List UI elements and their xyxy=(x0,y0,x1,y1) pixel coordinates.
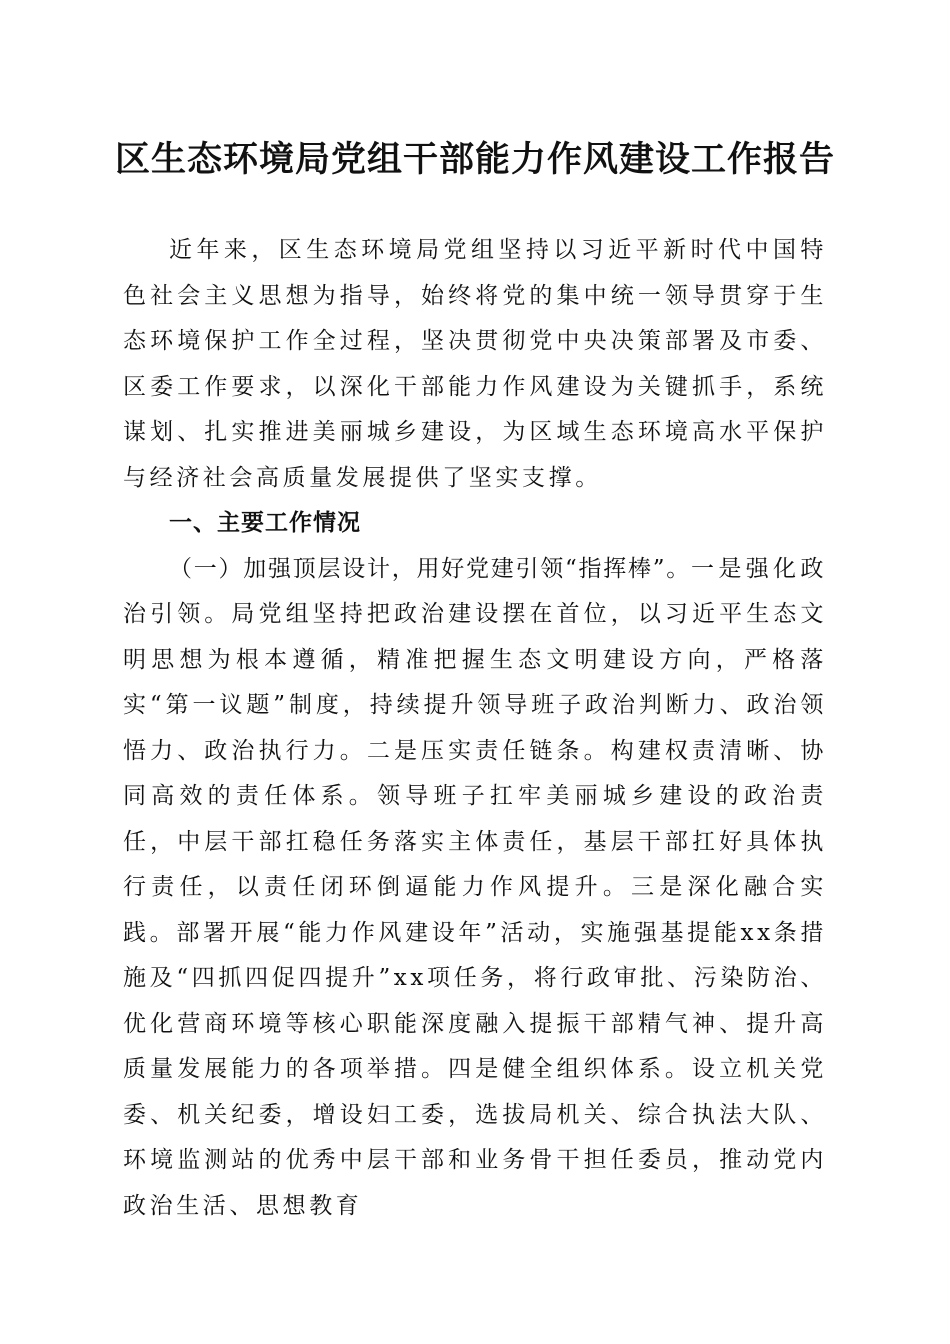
subsection-lead: （一）加强顶层设计，用好党建引领“指挥棒”。 xyxy=(169,555,691,582)
section-heading: 一、主要工作情况 xyxy=(169,510,361,536)
subsection-text: 一是强化政治引领。局党组坚持把政治建设摆在首位，以习近平生态文明思想为根本遵循，精准把握生态文明建设方向，严格落实“第一议题”制度，持续提升领导班子政治判断力、政治领悟力、政治执行力。二是压实责任链条。构建权责清晰、协同高效的责任体系。领导班子扛牢美丽城乡建设的政治责任，中层干部扛稳任务落实主体责任，基层干部扛好具体执行责任，以责任闭环倒逼能力作风提升。三是深化融合实践。部署开展“能力作风建设年”活动，实施强基提能xx条措施及“四抓四促四提升”xx项任务，将行政审批、污染防治、优化营商环境等核心职能深度融入提振干部精气神、提升高质量发展能力的各项举措。四是健全组织体系。设立机关党委、机关纪委，增设妇工委，选拔局机关、综合执法大队、环境监测站的优秀中层干部和业务骨干担任委员，推动党内政治生活、思想教育 xyxy=(123,555,827,1219)
document-title: 区生态环境局党组干部能力作风建设工作报告 xyxy=(114,139,835,180)
subsection-paragraph xyxy=(123,547,827,1230)
intro-paragraph: 近年来，区生态环境局党组坚持以习近平新时代中国特色社会主义思想为指导，始终将党的集中统一领导贯穿于生态环境保护工作全过程，坚决贯彻党中央决策部署及市委、区委工作要求，以深化干部能力作风建设为关键抓手，系统谋划、扎实推进美丽城乡建设，为区域生态环境高水平保护与经济社会高质量发展提供了坚实支撑。 xyxy=(123,237,827,491)
document-body xyxy=(123,228,827,1229)
